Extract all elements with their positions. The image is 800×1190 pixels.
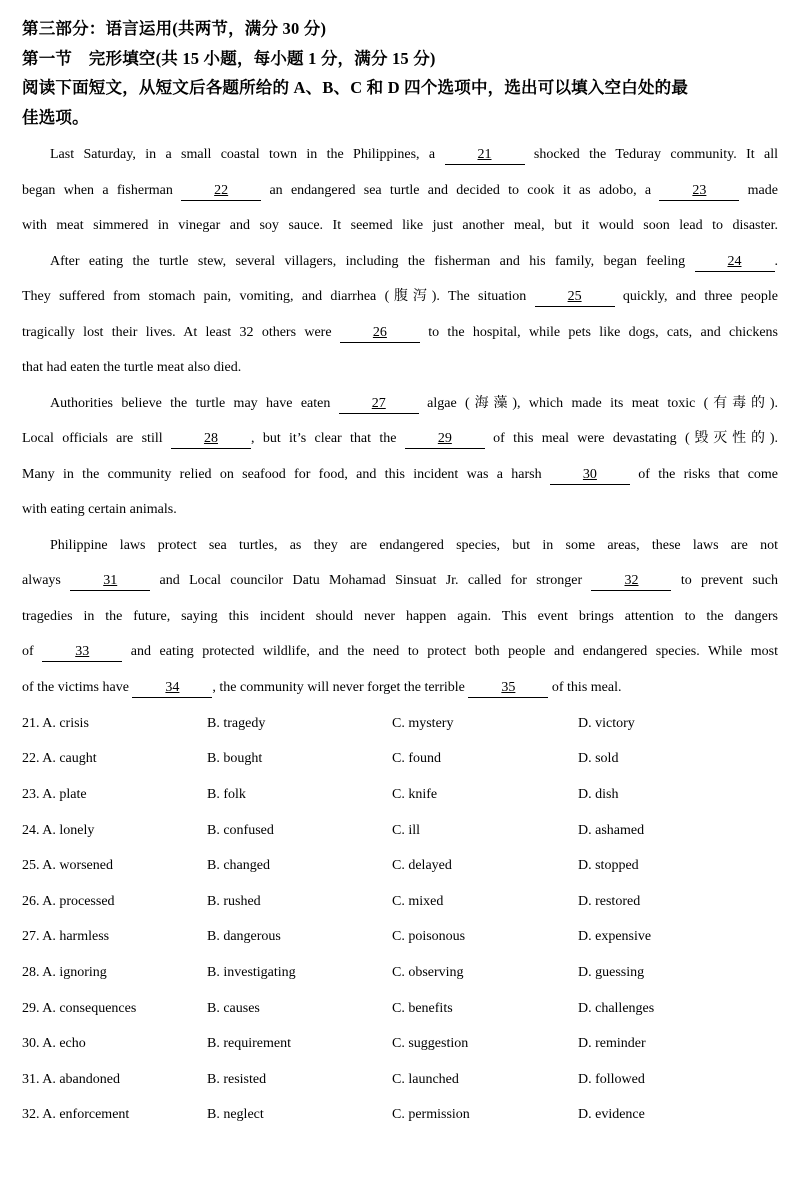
cloze-blank-23: [659, 183, 739, 201]
option-21-A: 21. A. crisis: [22, 715, 89, 731]
question-row-28: [22, 955, 778, 991]
header-line-instruction-2: 佳选项。: [22, 107, 89, 127]
option-30-B: B. requirement: [207, 1036, 291, 1052]
blank-number: 27: [371, 395, 386, 411]
option-21-C: C. mystery: [392, 715, 454, 731]
blank-number: 31: [103, 573, 118, 588]
question-row-31: [22, 1062, 778, 1098]
passage-line: of 33 and eating protected wildlife, and the need to protect both people and endangered species. While most: [22, 634, 778, 670]
option-28-A: 28. A. ignoring: [22, 964, 107, 980]
passage-line: Philippine laws protect sea turtles, as they are endangered species, but in some areas, these laws are not: [50, 537, 778, 553]
option-22-A: 22. A. caught: [22, 751, 97, 767]
option-28-B: B. investigating: [207, 964, 296, 980]
option-30-C: C. suggestion: [392, 1036, 469, 1052]
question-row-21: [22, 706, 778, 742]
option-29-D: D. challenges: [578, 1000, 655, 1016]
option-23-C: C. knife: [392, 786, 438, 802]
question-row-27: [22, 920, 778, 956]
option-27-C: C. poisonous: [392, 929, 466, 945]
blank-number: 21: [477, 147, 492, 162]
option-24-A: 24. A. lonely: [22, 822, 95, 838]
cloze-blank-32: [591, 573, 671, 591]
option-28-D: D. guessing: [578, 964, 645, 980]
passage-paragraph-2: [22, 244, 778, 386]
option-31-D: D. followed: [578, 1071, 645, 1087]
option-27-B: B. dangerous: [207, 929, 281, 945]
blank-number: 29: [437, 431, 452, 446]
blank-number: 23: [692, 182, 707, 198]
cloze-blank-21: [445, 147, 525, 165]
cloze-blank-33: [42, 644, 122, 662]
options-table: [22, 706, 778, 1133]
cloze-blank-27: [339, 396, 419, 414]
option-24-D: D. ashamed: [578, 822, 645, 838]
option-32-A: 32. A. enforcement: [22, 1107, 130, 1123]
option-31-C: C. launched: [392, 1071, 459, 1087]
question-row-24: [22, 813, 778, 849]
option-23-D: D. dish: [578, 786, 619, 802]
option-26-D: D. restored: [578, 893, 641, 909]
blank-number: 30: [582, 466, 597, 482]
option-23-A: 23. A. plate: [22, 786, 87, 802]
passage-line: with eating certain animals.: [22, 502, 177, 517]
passage-line: tragically lost their lives. At least 32 others were 26 to the hospital, while pets like dogs, cats, and chickens: [22, 315, 778, 351]
option-25-C: C. delayed: [392, 858, 452, 874]
option-25-A: 25. A. worsened: [22, 858, 113, 874]
header-line-section: 第一节 完形填空(共 15 小题，每小题 1 分，满分 15 分): [22, 48, 436, 68]
passage-line: Authorities believe the turtle may have eaten 27 algae (海藻), which made its meat toxic (有毒的).: [22, 386, 778, 422]
header-line-instruction-1: 阅读下面短文，从短文后各题所给的 A、B、C 和 D 四个选项中，选出可以填入空白处的最: [22, 78, 689, 97]
cloze-blank-31: [70, 573, 150, 591]
option-29-C: C. benefits: [392, 1000, 453, 1016]
blank-number: 26: [372, 324, 387, 340]
option-29-A: 29. A. consequences: [22, 1000, 137, 1016]
option-26-C: C. mixed: [392, 893, 444, 909]
option-29-B: B. causes: [207, 1000, 260, 1016]
passage-paragraph-4: [22, 528, 778, 706]
passage-line: with meat simmered in vinegar and soy sauce. It seemed like just another meal, but it would soon lead to disaster.: [22, 218, 778, 233]
cloze-blank-25: [535, 289, 615, 307]
option-32-B: B. neglect: [207, 1107, 264, 1123]
section-header: [22, 14, 778, 132]
blank-number: 28: [203, 431, 218, 446]
option-22-D: D. sold: [578, 751, 619, 767]
question-row-25: [22, 848, 778, 884]
question-row-32: [22, 1098, 778, 1134]
question-row-29: [22, 991, 778, 1027]
passage-line: of the victims have 34 , the community will never forget the terrible 35 of this meal.: [22, 670, 778, 706]
cloze-blank-35: [468, 680, 548, 698]
blank-number: 24: [727, 253, 742, 269]
question-row-23: [22, 777, 778, 813]
blank-number: 22: [214, 182, 229, 198]
passage-line: They suffered from stomach pain, vomiting, and diarrhea (腹泻). The situation 25 quickly, and three people: [22, 279, 778, 315]
option-28-C: C. observing: [392, 964, 464, 980]
option-32-D: D. evidence: [578, 1107, 645, 1123]
blank-number: 32: [624, 573, 639, 588]
option-26-A: 26. A. processed: [22, 893, 115, 909]
cloze-blank-24: [695, 254, 775, 272]
option-25-B: B. changed: [207, 858, 270, 874]
cloze-blank-34: [132, 680, 212, 698]
option-21-D: D. victory: [578, 715, 635, 731]
option-24-C: C. ill: [392, 822, 421, 838]
blank-number: 33: [75, 644, 90, 659]
question-row-26: [22, 884, 778, 920]
passage-line: After eating the turtle stew, several villagers, including the fisherman and his family, began feeling 24 .: [22, 244, 778, 280]
option-22-C: C. found: [392, 751, 441, 767]
passage-paragraph-3: [22, 386, 778, 528]
question-row-22: [22, 742, 778, 778]
passage-line: began when a fisherman 22 an endangered sea turtle and decided to cook it as adobo, a 23 made: [22, 173, 778, 209]
passage-line: always 31 and Local councilor Datu Mohamad Sinsuat Jr. called for stronger 32 to prevent such: [22, 563, 778, 599]
blank-number: 34: [165, 679, 180, 695]
cloze-blank-28: [171, 431, 251, 449]
passage-line: tragedies in the future, saying this incident should never happen again. This event brings attention to the dangers: [22, 608, 778, 624]
blank-number: 25: [567, 289, 582, 304]
option-27-D: D. expensive: [578, 929, 652, 945]
cloze-blank-26: [340, 325, 420, 343]
header-line-part: 第三部分：语言运用(共两节，满分 30 分): [22, 19, 327, 38]
passage-line: that had eaten the turtle meat also died.: [22, 360, 242, 375]
blank-number: 35: [501, 679, 516, 695]
option-23-B: B. folk: [207, 786, 246, 802]
passage-line: Last Saturday, in a small coastal town in the Philippines, a 21 shocked the Teduray community. It all: [22, 137, 778, 173]
option-27-A: 27. A. harmless: [22, 929, 110, 945]
passage: [22, 137, 778, 705]
option-22-B: B. bought: [207, 751, 263, 767]
option-24-B: B. confused: [207, 822, 274, 838]
passage-paragraph-1: [22, 137, 778, 244]
passage-line: Many in the community relied on seafood for food, and this incident was a harsh 30 of the risks that come: [22, 457, 778, 493]
cloze-blank-29: [405, 431, 485, 449]
passage-line: Local officials are still 28 , but it’s clear that the 29 of this meal were devastating (毁灭性的).: [22, 421, 778, 457]
option-26-B: B. rushed: [207, 893, 261, 909]
question-row-30: [22, 1026, 778, 1062]
option-25-D: D. stopped: [578, 858, 639, 874]
option-31-B: B. resisted: [207, 1071, 267, 1087]
option-32-C: C. permission: [392, 1107, 470, 1123]
cloze-blank-22: [181, 183, 261, 201]
option-31-A: 31. A. abandoned: [22, 1071, 120, 1087]
option-21-B: B. tragedy: [207, 715, 266, 731]
option-30-A: 30. A. echo: [22, 1036, 86, 1052]
option-30-D: D. reminder: [578, 1036, 646, 1052]
cloze-blank-30: [550, 467, 630, 485]
